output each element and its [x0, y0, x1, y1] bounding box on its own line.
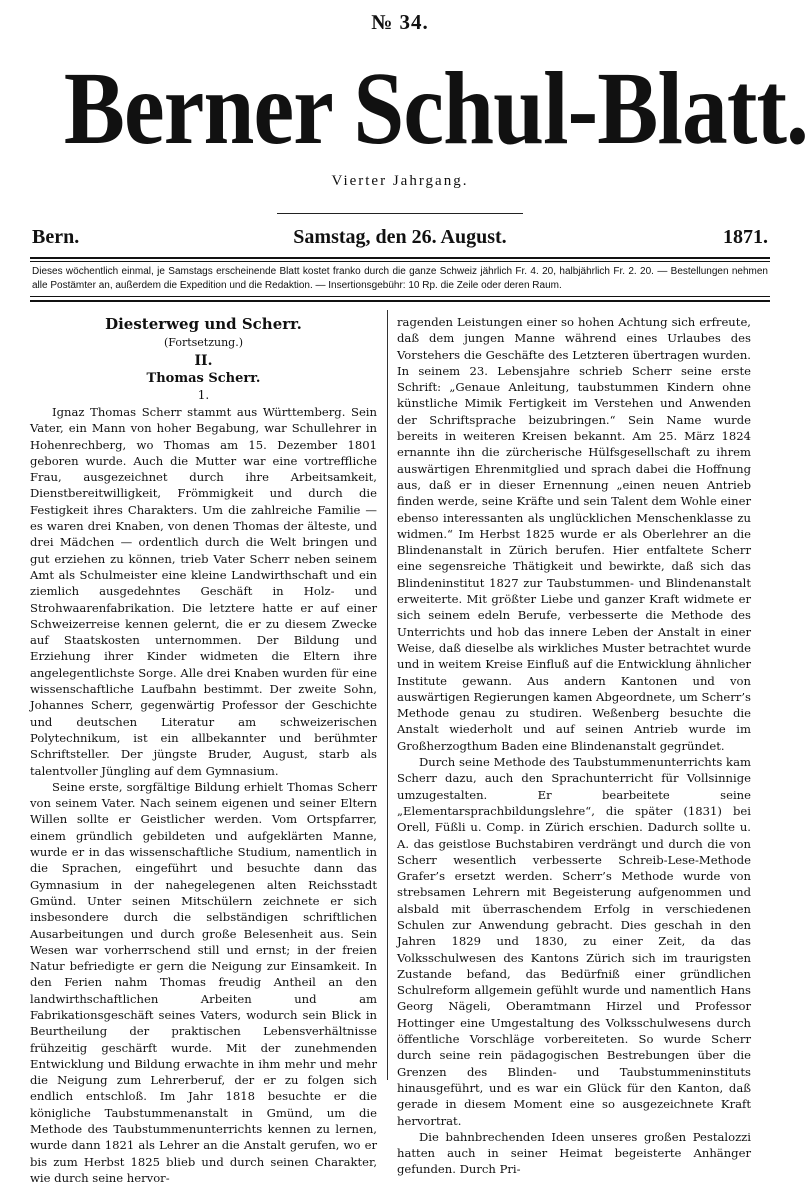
divider-bottom-thin [30, 296, 770, 297]
divider-top-thick [30, 257, 770, 259]
paragraph: Seine erste, sorgfältige Bildung erhielt Thomas Scherr von seinem Vater. Nach seinem eigenen und seiner Eltern Willen sollte er Geistlicher werden. Vom Ortspfarrer, einem gründlich gebildeten und aufgeklärten Manne, wurde er in das wissenschaftliche Studium, namentlich in die Sprachen, eingeführt und besuchte dann das Gymnasium in der nahegelegenen alten Reichsstadt Gmünd. Unter seinen Mitschülern zeichnete er sich insbesondere durch die selbständigen schriftlichen Ausarbeitungen und durch große Belesenheit aus. Sein Wesen war vorherrschend still und ernst; in der freien Natur befriedigte er gern die Neigung zur Einsamkeit. In den Ferien nahm Thomas freudig Antheil an den landwirthschaftlichen Arbeiten und am Fabrikationsgeschäft seines Vaters, wodurch sein Blick in Beurtheilung der praktischen Lebensverhältnisse frühzeitig geschärft wurde. Mit der zunehmenden Entwicklung und Bildung erwachte in ihm mehr und mehr die Neigung zum Lehrerberuf, der er zu folgen sich endlich entschloß. Im Jahr 1818 besuchte er die königliche Taubstummenanstalt in Gmünd, um die Methode des Taubstummenunterrichts kennen zu lernen, wurde dann 1821 als Lehrer an die Anstalt gerufen, wo er bis zum Herbst 1825 blieb und durch seinen Charakter, wie durch seine hervor- [30, 779, 377, 1185]
date-label: Samstag, den 26. August. [293, 226, 507, 248]
subscription-notice: Dieses wöchentlich einmal, je Samstags erscheinende Blatt kostet franko durch die ganze Schweiz jährlich Fr. 4. 20, halbjährlich Fr. 2. 20. — Bestellungen nehmen alle Postämter an, außerdem die Expedition und die Redaktion. — Insertionsgebühr: 10 Rp. die Zeile oder deren Raum. [32, 266, 768, 291]
year-label: 1871. [723, 226, 768, 248]
paragraph: Durch seine Methode des Taubstummenunterrichts kam Scherr dazu, auch den Sprachunterricht für Vollsinnige umzugestalten. Er bearbeitete seine „Elementarsprachbildungslehre“, die später (1831) bei Orell, Füßli u. Comp. in Zürich erschien. Dadurch sollte u. A. das geistlose Buchstabiren verdrängt und durch die von Scherr wesentlich verbesserte Schreib-Lese-Methode Grafer’s ersetzt werden. Scherr’s Methode wurde von strebsamen Lehrern mit Begeisterung aufgenommen und alsbald mit überraschendem Erfolg in verschiedenen Schulen zur Anwendung gebracht. Dies geschah in den Jahren 1829 und 1830, zu einer Zeit, da das Volksschulwesen des Kantons Zürich sich im traurigsten Zustande befand, das Bedürfniß einer gründlichen Schulreform allgemein gefühlt wurde und namentlich Hans Georg Nägeli, Oberamtmann Hirzel und Professor Hottinger eine Umgestaltung des Volksschulwesens durch öffentliche Vorschläge vorbereiteten. So wurde Scherr durch seine rein pädagogischen Bestrebungen über die Grenzen des Blinden- und Taubstummeninstituts hinausgeführt, und es war ein Glück für den Kanton, daß gerade in diesem Moment eine so ausgezeichnete Kraft hervortrat. [397, 755, 751, 1128]
article-part: II. [194, 353, 213, 369]
divider-top-thin [30, 261, 770, 262]
issue-number: № 34. [371, 10, 429, 34]
column-divider [387, 310, 388, 1080]
column-right [397, 314, 751, 1177]
paragraph: ragenden Leistungen einer so hohen Achtung sich erfreute, daß dem jungen Manne während eines Urlaubes des Vorstehers die Geschäfte des Letzteren übertragen wurden. In seinem 23. Lebensjahre schrieb Scherr seine erste Schrift: „Genaue Anleitung, taubstummen Kindern ohne künstliche Mimik Fertigkeit im Verstehen und Anwenden der Schriftsprache beizubringen.“ Sein Name wurde bereits in weiteren Kreisen bekannt. Am 25. März 1824 ernannte ihn die zürcherische Hülfsgesellschaft zu ihrem auswärtigen Ehrenmitglied und sprach dabei die Hoffnung aus, daß er in dieser Ernennung „einen neuen Antrieb finden werde, seine Kräfte und sein Talent dem Wohle einer ebenso interessanten als unglücklichen Menschenklasse zu widmen.“ Im Herbst 1825 wurde er als Oberlehrer an die Blindenanstalt in Zürich berufen. Hier entfaltete Scherr eine segensreiche Thätigkeit und bewirkte, daß sich das Blindeninstitut 1827 zur Taubstummen- und Blindenanstalt erweiterte. Mit größter Liebe und ganzer Kraft widmete er sich seinem edeln Berufe, verbesserte die Methode des Unterrichts und hob das innere Leben der Anstalt in einer Weise, daß dieselbe als wirkliches Muster betrachtet wurde und in weitem Kreise Einfluß auf die Entwicklung ähnlicher Institute gewann. Aus andern Kantonen und von auswärtigen Regierungen kamen Abgeordnete, um Scherr’s Methode genau zu studiren. Weßenberg besuchte die Anstalt wiederholt und auf seinen Antrieb wurde im Großherzogthum Baden eine Blindenanstalt gegründet. [397, 315, 751, 753]
volume-label: Vierter Jahrgang. [331, 173, 469, 189]
column-left [30, 314, 377, 1185]
article-title: Diesterweg und Scherr. [105, 315, 302, 333]
masthead-title: Berner Schul-Blatt. [63, 51, 808, 166]
article-person: Thomas Scherr. [146, 371, 261, 386]
article-continuation: (Fortsetzung.) [164, 336, 243, 349]
paragraph: Ignaz Thomas Scherr stammt aus Württemberg. Sein Vater, ein Mann von hoher Begabung, war Schullehrer in Hohenrechberg, wo Thomas am 15. Dezember 1801 geboren wurde. Auch die Mutter war eine vortreffliche Frau, ausgezeichnet durch ihre Arbeitsamkeit, Dienstbereitwilligkeit, Frömmigkeit und durch die Festigkeit ihres Charakters. Um die zahlreiche Familie — es waren drei Knaben, von denen Thomas der älteste, und drei Mädchen — ordentlich durch die Welt bringen und gut erziehen zu können, trieb Vater Scherr neben seinem Amt als Schulmeister eine kleine Landwirthschaft und ein ziemlich ausgedehntes Geschäft in Holz- und Strohwaarenfabrikation. Die letztere hatte er auf einer Schweizerreise kennen gelernt, die er zu diesem Zwecke auf Staatskosten unternommen. Der Bildung und Erziehung ihrer Kinder widmeten die Eltern ihre angelegentlichste Sorge. Alle drei Knaben wurden für eine wissenschaftliche Laufbahn bestimmt. Der zweite Sohn, Johannes Scherr, gegenwärtig Professor der Geschichte und deutschen Literatur am schweizerischen Polytechnikum, ist ein allbekannter und berühmter Schriftsteller. Der jüngste Bruder, August, starb als talentvoller Jüngling auf dem Gymnasium. [30, 405, 377, 778]
divider-short [277, 213, 523, 214]
article-section: 1. [197, 388, 210, 402]
paragraph: Die bahnbrechenden Ideen unseres großen Pestalozzi hatten auch in seiner Heimat begeisterte Anhänger gefunden. Durch Pri- [397, 1129, 751, 1177]
divider-bottom-thick [30, 300, 770, 302]
place-label: Bern. [32, 226, 80, 248]
dateline [32, 226, 768, 252]
